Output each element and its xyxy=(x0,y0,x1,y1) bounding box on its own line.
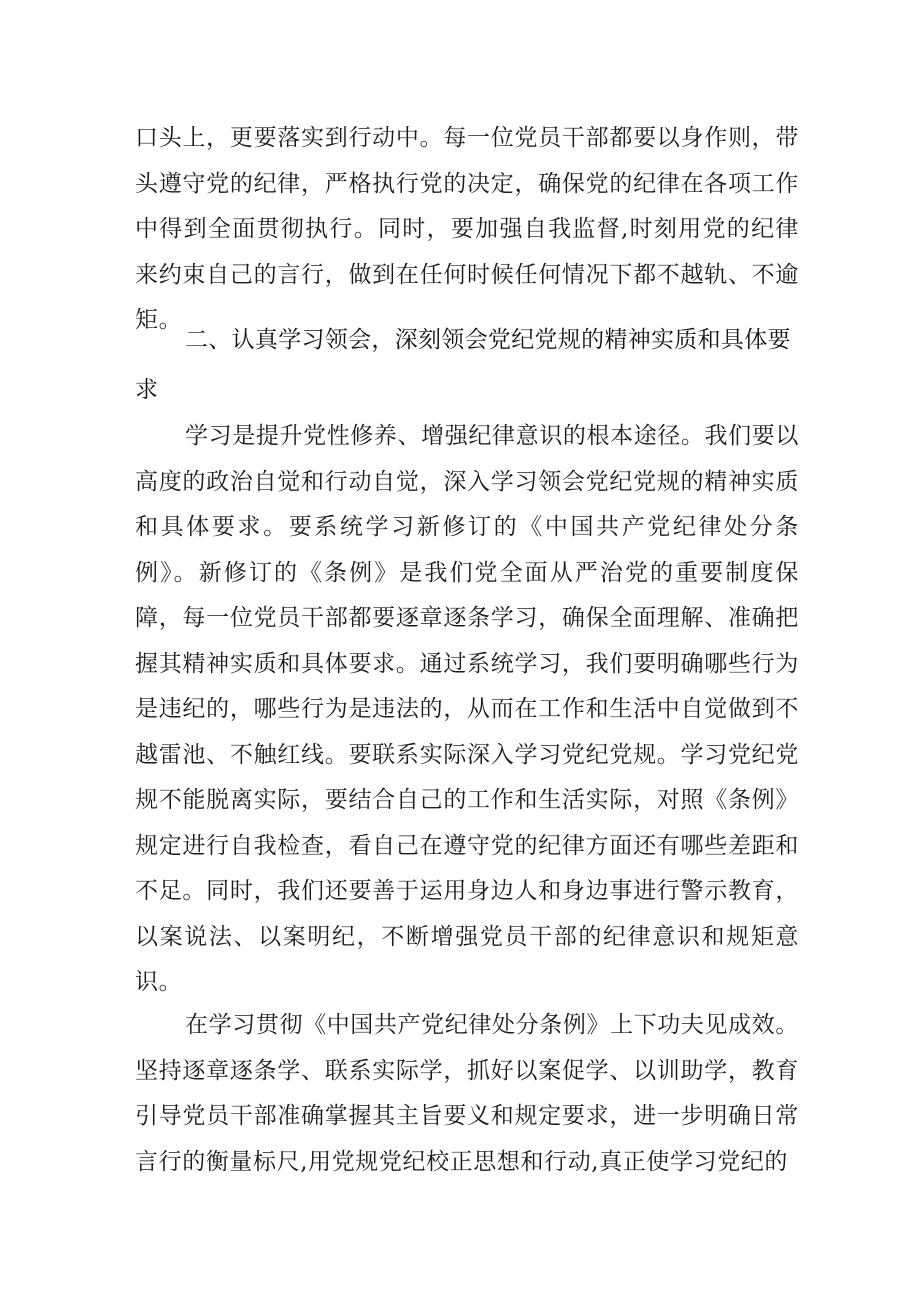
paragraph-implementation: 在学习贯彻《中国共产党纪律处分条例》上下功夫见成效。坚持逐章逐条学、联系实际学，抓好以案促学、以训助学，教育引导党员干部准确掌握其主旨要义和规定要求，进一步明确日常言行的衡量标尺,用党规党纪校正思想和行动,真正使学习党纪的 xyxy=(135,1012,799,1175)
paragraph-continuation: 口头上，更要落实到行动中。每一位党员干部都要以身作则，带头遵守党的纪律，严格执行党的决定，确保党的纪律在各项工作中得到全面贯彻执行。同时，要加强自我监督,时刻用党的纪律来约束自己的言行，做到在任何时候任何情况下都不越轨、不逾矩。 xyxy=(135,125,799,333)
paragraph-study: 学习是提升党性修养、增强纪律意识的根本途径。我们要以高度的政治自觉和行动自觉，深入学习领会党纪党规的精神实质和具体要求。要系统学习新修订的《中国共产党纪律处分条例》。新修订的《条例》是我们党全面从严治党的重要制度保障，每一位党员干部都要逐章逐条学习，确保全面理解、准确把握其精神实质和具体要求。通过系统学习，我们要明确哪些行为是违纪的，哪些行为是违法的，从而在工作和生活中自觉做到不越雷池、不触红线。要联系实际深入学习党纪党规。学习党纪党规不能脱离实际，要结合自己的工作和生活实际，对照《条例》规定进行自我检查，看自己在遵守党的纪律方面还有哪些差距和不足。同时，我们还要善于运用身边人和身边事进行警示教育，以案说法、以案明纪，不断增强党员干部的纪律意识和规矩意识。 xyxy=(135,423,799,995)
section-heading: 二、认真学习领会，深刻领会党纪党规的精神实质和具体要求 xyxy=(135,327,791,403)
